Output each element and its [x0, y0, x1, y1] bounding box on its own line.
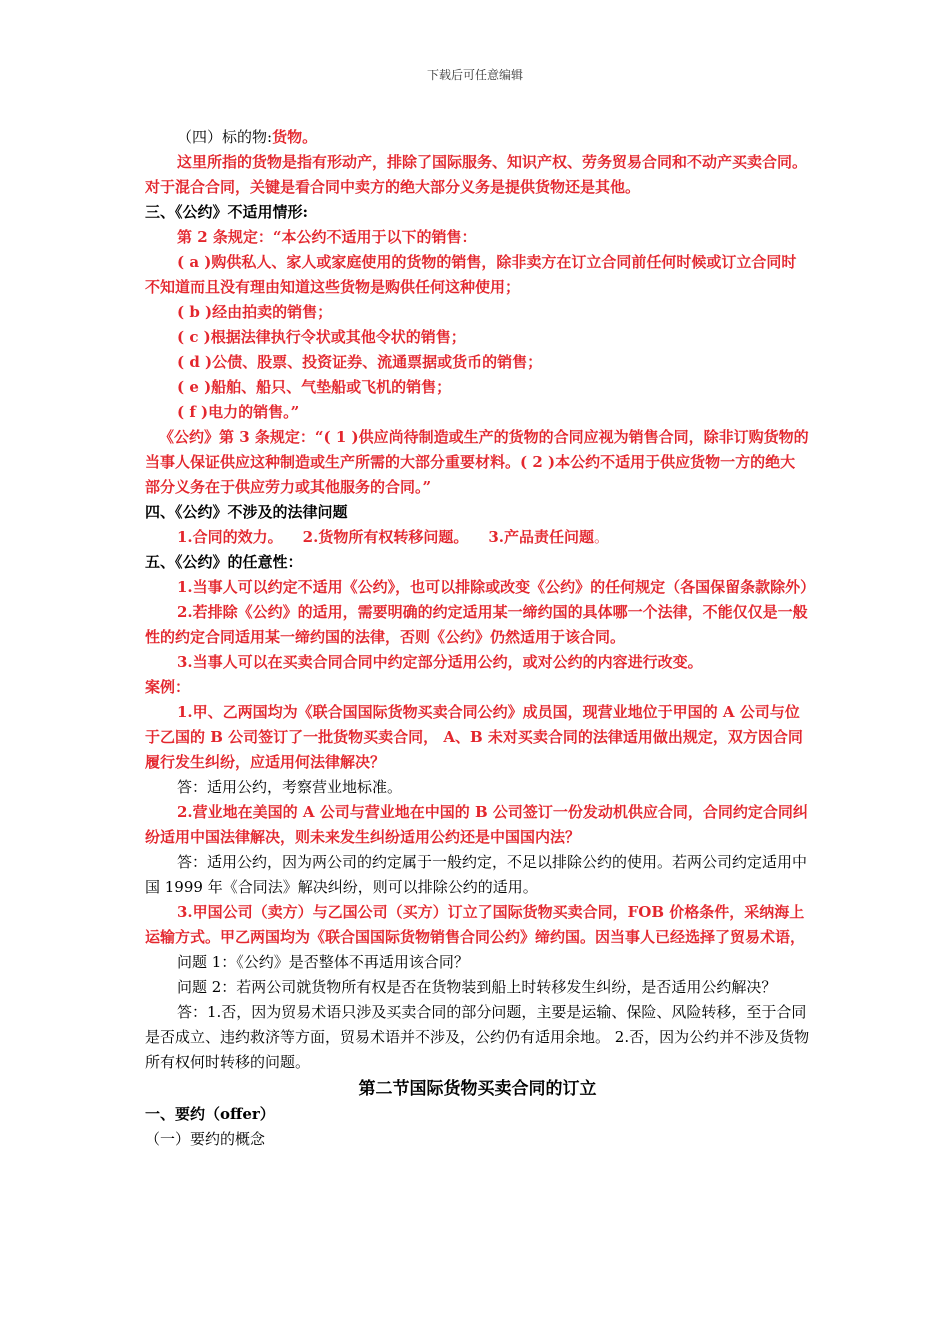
text-subject-value: 货物。	[272, 128, 318, 146]
paragraph-article-2: 第 2 条规定：“本公约不适用于以下的销售：	[177, 228, 477, 246]
case-3-sub-question-1: 问题 1：《公约》是否整体不再适用该合同？	[177, 953, 469, 971]
case-3-question: 3.甲国公司（卖方）与乙国公司（买方）订立了国际货物买卖合同，FOB 价格条件，采纳海上运输方式。甲乙两国均为《联合国国际货物销售合同公约》缔约国。因当事人已经选择了贸易术语，	[145, 903, 806, 946]
issue-end-mark: 。	[594, 528, 610, 546]
case-3-sub-question-2: 问题 2：若两公司就货物所有权是否在货物装到船上时转移发生纠纷，是否适用公约解决？	[177, 978, 777, 996]
document-body	[145, 125, 816, 1152]
section-heading-4: 四、《公约》不涉及的法律问题	[145, 503, 348, 521]
page-header: 下载后可任意编辑	[426, 68, 523, 82]
section-title: 第二节国际货物买卖合同的订立	[358, 1079, 597, 1099]
issue-ownership: 2.货物所有权转移问题。	[302, 528, 469, 546]
section-heading-5: 五、《公约》的任意性：	[145, 553, 303, 571]
subsection-heading-offer-concept: （一）要约的概念	[145, 1130, 266, 1148]
section-heading-3: 三、《公约》不适用情形:	[145, 203, 309, 221]
paragraph-article-3: 《公约》第 3 条规定：“( 1 )供应尚待制造或生产的货物的合同应视为销售合同，除非订购货物的当事人保证供应这种制造或生产所需的大部分重要材料。( 2 )本公约不适用于供应货物一方的绝大部分义务在于供应劳力或其他服务的合同。”	[145, 428, 809, 496]
paragraph-subject-matter	[145, 125, 810, 150]
issue-validity: 1.合同的效力。	[177, 528, 283, 546]
paragraph-opt-out-1: 1.当事人可以约定不适用《公约》，也可以排除或改变《公约》的任何规定（各国保留条款除外）	[177, 578, 816, 596]
list-item-a: ( a )购供私人、家人或家庭使用的货物的销售，除非卖方在订立合同前任何时候或订立合同时不知道而且没有理由知道这些货物是购供任何这种使用；	[145, 253, 797, 296]
list-item-d: ( d )公债、股票、投资证券、流通票据或货币的销售；	[177, 353, 543, 371]
list-item-b: ( b )经由拍卖的销售；	[177, 303, 333, 321]
case-2-answer: 答：适用公约，因为两公司的约定属于一般约定，不足以排除公约的使用。若两公司约定适用中国 1999 年《合同法》解决纠纷，则可以排除公约的适用。	[145, 853, 808, 896]
case-3-answer: 答：1.否，因为贸易术语只涉及买卖合同的部分问题，主要是运输、保险、风险转移，至于合同是否成立、违约救济等方面，贸易术语并不涉及，公约仍有适用余地。 2.否，因为公约并不涉及货物所有权何时转移的问题。	[145, 1003, 810, 1071]
paragraph-opt-out-3: 3.当事人可以在买卖合同合同中约定部分适用公约，或对公约的内容进行改变。	[177, 653, 703, 671]
paragraph-opt-out-2: 2.若排除《公约》的适用，需要明确的约定适用某一缔约国的具体哪一个法律，不能仅仅是一般性的约定合同适用某一缔约国的法律，否则《公约》仍然适用于该合同。	[145, 603, 808, 646]
case-1-answer: 答：适用公约，考察营业地标准。	[177, 778, 403, 796]
list-item-c: ( c )根据法律执行令状或其他令状的销售；	[177, 328, 466, 346]
paragraph-goods-definition: 这里所指的货物是指有形动产，排除了国际服务、知识产权、劳务贸易合同和不动产买卖合同。对于混合合同，关键是看合同中卖方的绝大部分义务是提供货物还是其他。	[145, 153, 808, 196]
cases-heading: 案例：	[145, 678, 191, 696]
case-2-question: 2.营业地在美国的 A 公司与营业地在中国的 B 公司签订一份发动机供应合同，合同约定合同纠纷适用中国法律解决，则未来发生纠纷适用公约还是中国国内法？	[145, 803, 808, 846]
list-item-e: ( e )船舶、船只、气垫船或飞机的销售；	[177, 378, 452, 396]
issue-product-liability: 3.产品责任问题	[488, 528, 595, 546]
text-subject-label: （四）标的物:	[177, 128, 273, 146]
list-item-f: ( f )电力的销售。”	[177, 403, 300, 421]
case-1-question: 1.甲、乙两国均为《联合国国际货物买卖合同公约》成员国，现营业地位于甲国的 A 公司与位于乙国的 B 公司签订了一批货物买卖合同， A、B 未对买卖合同的法律适用做出规定，双方因合同履行发生纠纷，应适用何法律解决？	[145, 703, 803, 771]
subsection-heading-offer: 一、要约（offer）	[145, 1105, 275, 1123]
paragraph-excluded-issues	[145, 525, 810, 550]
